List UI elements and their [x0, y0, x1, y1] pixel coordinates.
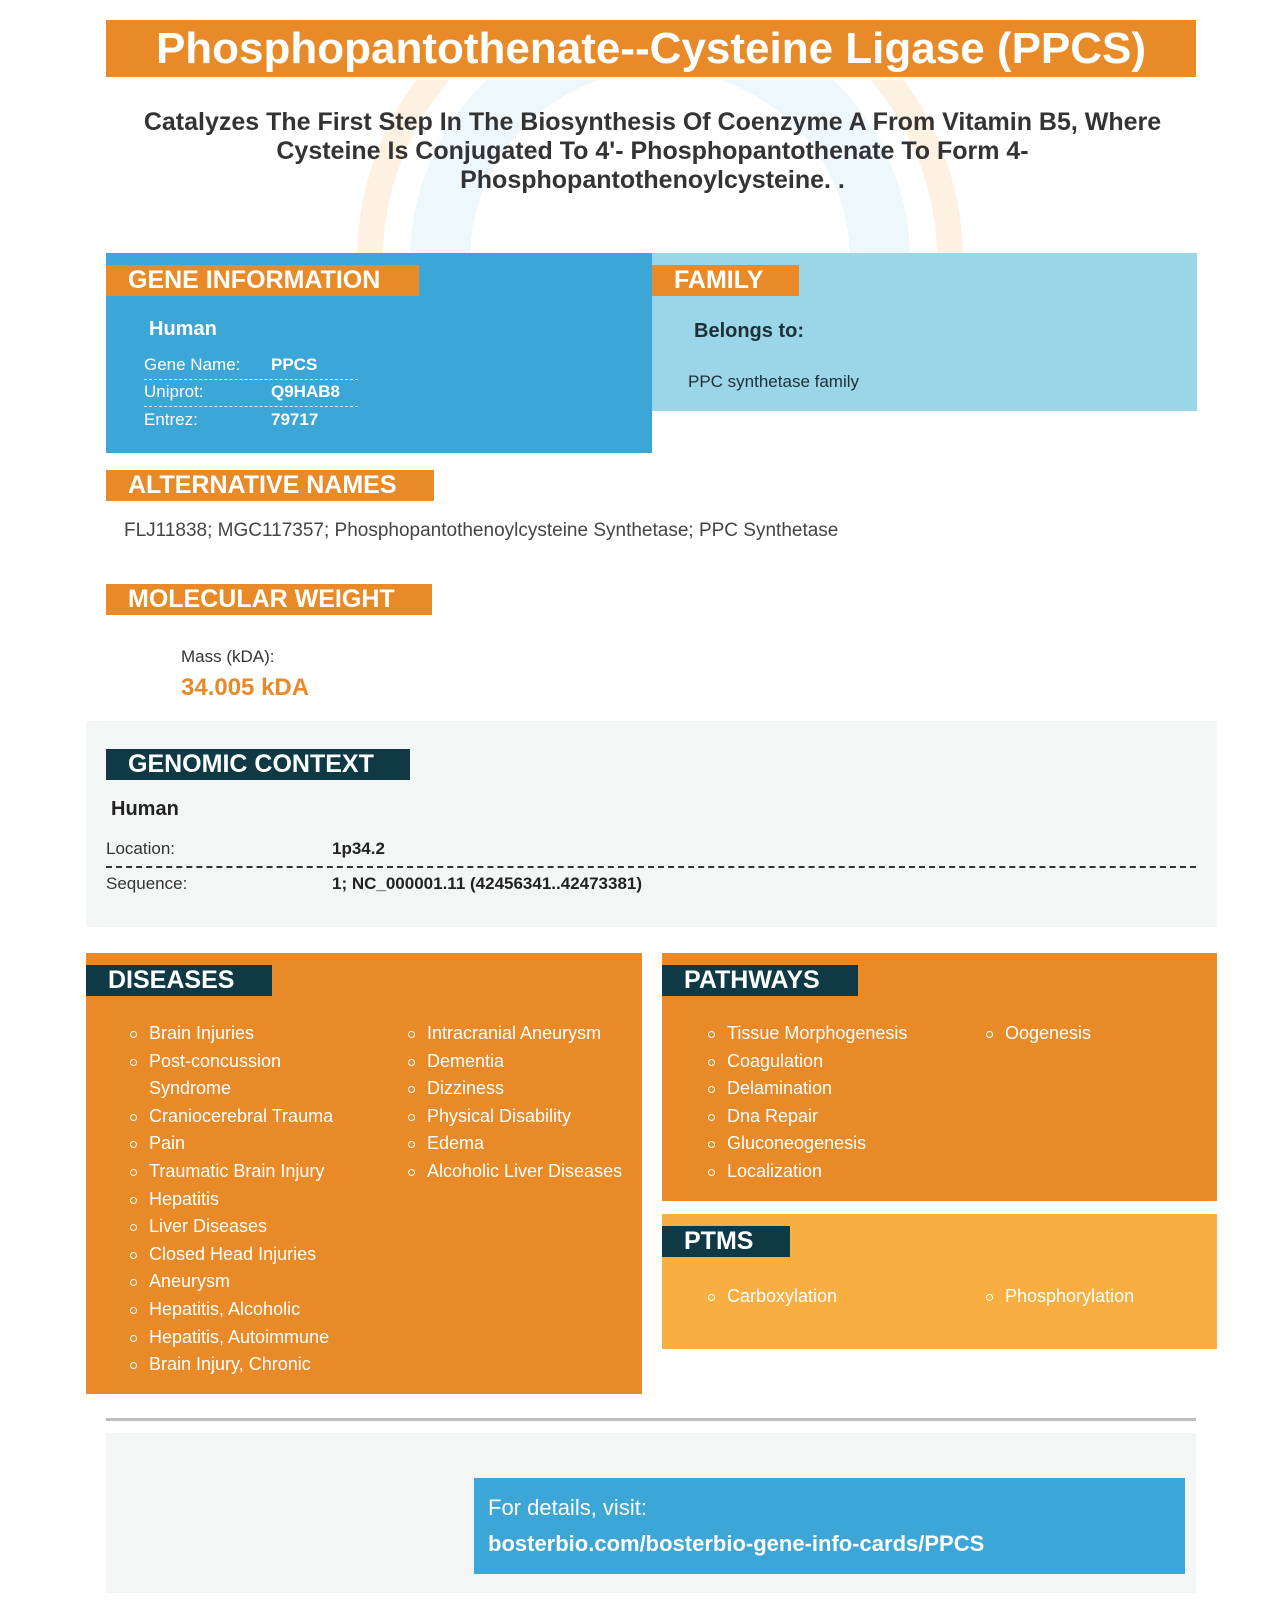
gene-name-label: Gene Name:	[144, 355, 241, 374]
list-item: Delamination	[705, 1075, 975, 1103]
list-item: Tissue Morphogenesis	[705, 1020, 975, 1048]
gene-row-entrez	[144, 410, 358, 434]
list-item: Alcoholic Liver Diseases	[405, 1158, 635, 1186]
gene-row-name	[144, 355, 358, 380]
ptms-list-col2	[983, 1283, 1183, 1311]
list-item: Intracranial Aneurysm	[405, 1020, 635, 1048]
list-item: Aneurysm	[127, 1268, 367, 1296]
page-title: Phosphopantothenate--Cysteine Ligase (PPCS)	[106, 20, 1196, 77]
list-item: Coagulation	[705, 1048, 975, 1076]
list-item: Closed Head Injuries	[127, 1241, 367, 1269]
list-item: Liver Diseases	[127, 1213, 367, 1241]
list-item: Dna Repair	[705, 1103, 975, 1131]
list-item: Post-concussion Syndrome	[127, 1048, 309, 1103]
genomic-context-heading: GENOMIC CONTEXT	[106, 749, 410, 780]
gene-species: Human	[149, 318, 217, 340]
details-link[interactable]: bosterbio.com/bosterbio-gene-info-cards/PPCS	[488, 1531, 985, 1556]
molecular-weight-heading: MOLECULAR WEIGHT	[106, 584, 432, 615]
list-item: Gluconeogenesis	[705, 1130, 975, 1158]
family-belongs-label: Belongs to:	[694, 320, 804, 342]
entrez-value: 79717	[271, 410, 319, 429]
list-item: Hepatitis, Alcoholic	[127, 1296, 367, 1324]
genomic-divider	[106, 866, 1196, 868]
gene-row-uniprot	[144, 382, 358, 407]
list-item: Brain Injuries	[127, 1020, 367, 1048]
list-item: Edema	[405, 1130, 635, 1158]
list-item: Phosphorylation	[983, 1283, 1183, 1311]
list-item: Craniocerebral Trauma	[127, 1103, 367, 1131]
family-value: PPC synthetase family	[688, 372, 860, 391]
gene-name-value: PPCS	[271, 355, 318, 374]
details-prompt: For details, visit:	[488, 1495, 647, 1520]
list-item: Traumatic Brain Injury	[127, 1158, 367, 1186]
location-label: Location:	[106, 839, 175, 858]
list-item: Pain	[127, 1130, 367, 1158]
list-item: Hepatitis	[127, 1186, 367, 1214]
ptms-list-col1	[705, 1283, 965, 1311]
pathways-list-col2	[983, 1020, 1183, 1048]
genomic-species: Human	[111, 798, 179, 820]
details-link-box[interactable]	[474, 1478, 1185, 1574]
sequence-value: 1; NC_000001.11 (42456341..42473381)	[332, 874, 643, 893]
location-value: 1p34.2	[332, 839, 385, 858]
gene-information-heading: GENE INFORMATION	[106, 265, 419, 296]
uniprot-label: Uniprot:	[144, 382, 204, 401]
alternative-names-text: FLJ11838; MGC117357; Phosphopantothenoylcysteine Synthetase; PPC Synthetase	[124, 520, 839, 541]
diseases-list-col1	[127, 1020, 367, 1379]
entrez-label: Entrez:	[144, 410, 198, 429]
list-item: Brain Injury, Chronic	[127, 1351, 367, 1379]
list-item: Dizziness	[405, 1075, 635, 1103]
pathways-list-col1	[705, 1020, 975, 1186]
diseases-heading: DISEASES	[86, 965, 272, 996]
alternative-names-heading: ALTERNATIVE NAMES	[106, 470, 434, 501]
pathways-heading: PATHWAYS	[662, 965, 858, 996]
sequence-label: Sequence:	[106, 874, 188, 893]
list-item: Hepatitis, Autoimmune	[127, 1324, 367, 1352]
family-heading: FAMILY	[652, 265, 799, 296]
list-item: Oogenesis	[983, 1020, 1183, 1048]
list-item: Carboxylation	[705, 1283, 965, 1311]
mass-label: Mass (kDA):	[181, 647, 275, 666]
list-item: Physical Disability	[405, 1103, 635, 1131]
diseases-list-col2	[405, 1020, 635, 1186]
page-subtitle: Catalyzes The First Step In The Biosynthesis Of Coenzyme A From Vitamin B5, Where Cysteine Is Conjugated To 4'- Phosphopantothenate To Form 4-Phosphopantothenoylcysteine. .	[143, 108, 1162, 194]
footer-divider	[106, 1418, 1196, 1421]
uniprot-value: Q9HAB8	[271, 382, 340, 401]
list-item: Dementia	[405, 1048, 635, 1076]
list-item: Localization	[705, 1158, 975, 1186]
mass-value: 34.005 kDA	[181, 674, 310, 701]
ptms-heading: PTMS	[662, 1226, 790, 1257]
